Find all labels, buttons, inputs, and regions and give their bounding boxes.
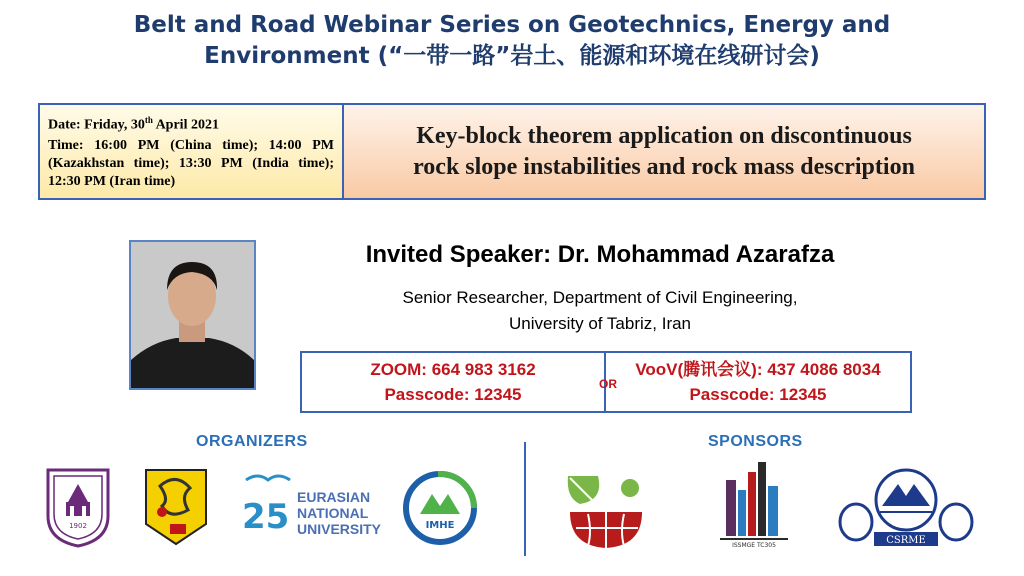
svg-text:IMHE: IMHE: [425, 520, 455, 531]
speaker-heading: Invited Speaker: Dr. Mohammad Azarafza: [365, 241, 835, 268]
affiliation-line-1: Senior Researcher, Department of Civil Engineering,: [402, 288, 798, 307]
speaker-affiliation: [290, 285, 910, 337]
voov-id: VooV(腾讯会议): 437 4086 8034: [635, 360, 881, 379]
enu-line-3: UNIVERSITY: [297, 521, 382, 537]
sponsors-heading: SPONSORS: [708, 433, 803, 450]
sponsor-leaf-logo: [562, 470, 650, 550]
svg-text:1902: 1902: [69, 522, 87, 530]
speaker-portrait-icon: [131, 242, 254, 388]
imhe-logo: [402, 470, 478, 546]
date-line: [48, 111, 334, 135]
voov-passcode: Passcode: 12345: [689, 385, 827, 404]
schedule-panel: [40, 105, 344, 198]
csrme-logo: [836, 466, 976, 548]
title-line-1: Belt and Road Webinar Series on Geotechnics, Energy and: [133, 12, 891, 38]
section-divider: [524, 442, 526, 556]
organizers-heading: ORGANIZERS: [196, 433, 308, 450]
enu-wordmark: [297, 489, 381, 537]
talk-title-line-1: Key-block theorem application on discontinuous: [416, 122, 912, 149]
shandong-university-logo: [140, 466, 212, 546]
zoom-panel: [302, 353, 606, 411]
page-title: [0, 10, 1024, 72]
eurasian-national-university-logo: [238, 470, 298, 540]
talk-title-panel: [344, 105, 984, 198]
info-box: [38, 103, 986, 200]
date-prefix: Date: Friday, 30: [48, 117, 145, 133]
meeting-info-box: [300, 351, 912, 413]
zoom-id: ZOOM: 664 983 3162: [370, 360, 536, 379]
svg-text:ISSMGE TC305: ISSMGE TC305: [732, 542, 776, 549]
enu-line-1: EURASIAN: [297, 489, 371, 505]
nanjing-university-logo: [44, 466, 112, 548]
svg-text:CSRME: CSRME: [886, 535, 926, 546]
issmge-tc305-logo: [718, 458, 790, 558]
or-label: OR: [599, 377, 617, 391]
affiliation-line-2: University of Tabriz, Iran: [508, 314, 692, 333]
enu-line-2: NATIONAL: [297, 505, 369, 521]
svg-text:25: 25: [242, 497, 290, 537]
date-month-year: April 2021: [152, 117, 219, 133]
date-suffix-sup: th: [144, 115, 153, 125]
title-line-2: Environment (“一带一路”岩土、能源和环境在线研讨会): [204, 43, 820, 69]
speaker-photo: [129, 240, 256, 390]
voov-panel: [606, 353, 910, 411]
zoom-passcode: Passcode: 12345: [384, 385, 522, 404]
time-line: Time: 16:00 PM (China time); 14:00 PM (Kazakhstan time); 13:30 PM (India time); 12:30 PM (Iran time): [48, 137, 334, 189]
talk-title-line-2: rock slope instabilities and rock mass description: [413, 153, 915, 180]
